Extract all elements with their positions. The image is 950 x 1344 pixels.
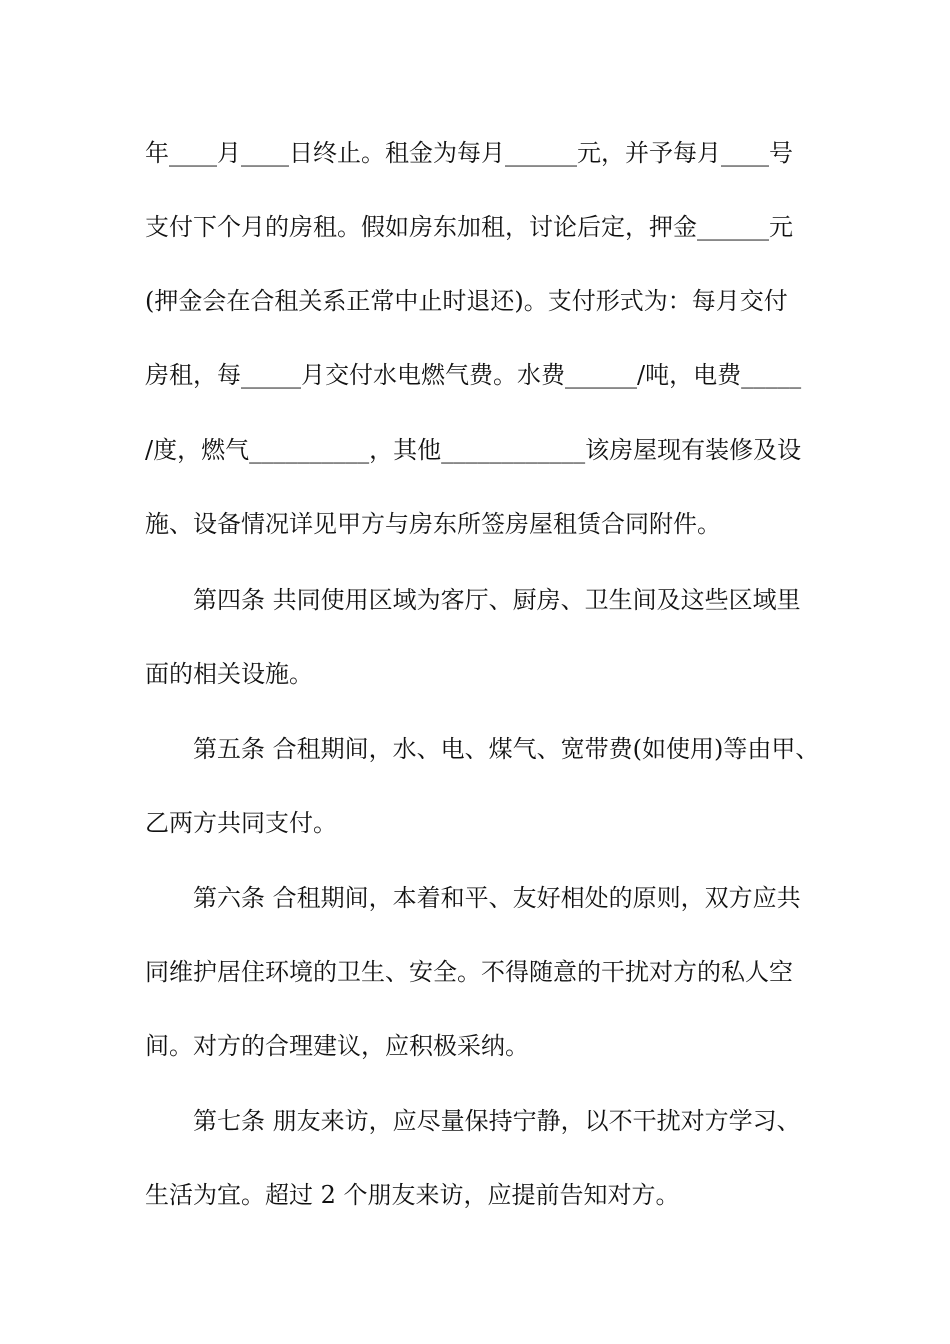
article-5-heading-line: 第五条 合租期间，水、电、煤气、宽带费(如使用)等由甲、 [193,735,820,763]
text-line: (押金会在合租关系正常中止时退还)。支付形式为：每月交付 [145,287,788,315]
text-line: 支付下个月的房租。假如房东加租，讨论后定，押金______元 [145,213,793,241]
text-line: 间。对方的合理建议，应积极采纳。 [145,1032,529,1060]
text-line: 乙两方共同支付。 [145,809,337,837]
text-line: 年____月____日终止。租金为每月______元，并予每月____号 [145,139,793,167]
article-6-heading-line: 第六条 合租期间，本着和平、友好相处的原则，双方应共 [193,884,801,912]
text-line: /度，燃气__________，其他____________该房屋现有装修及设 [145,436,802,464]
text-line: 施、设备情况详见甲方与房东所签房屋租赁合同附件。 [145,510,721,538]
article-4-heading-line: 第四条 共同使用区域为客厅、厨房、卫生间及这些区域里 [193,586,801,614]
text-line: 面的相关设施。 [145,660,313,688]
article-7-heading-line: 第七条 朋友来访，应尽量保持宁静，以不干扰对方学习、 [193,1107,801,1135]
text-line: 同维护居住环境的卫生、安全。不得随意的干扰对方的私人空 [145,958,793,986]
text-line: 生活为宜。超过 2 个朋友来访，应提前告知对方。 [145,1181,680,1209]
text-line: 房租，每_____月交付水电燃气费。水费______/吨，电费_____ [145,361,802,389]
